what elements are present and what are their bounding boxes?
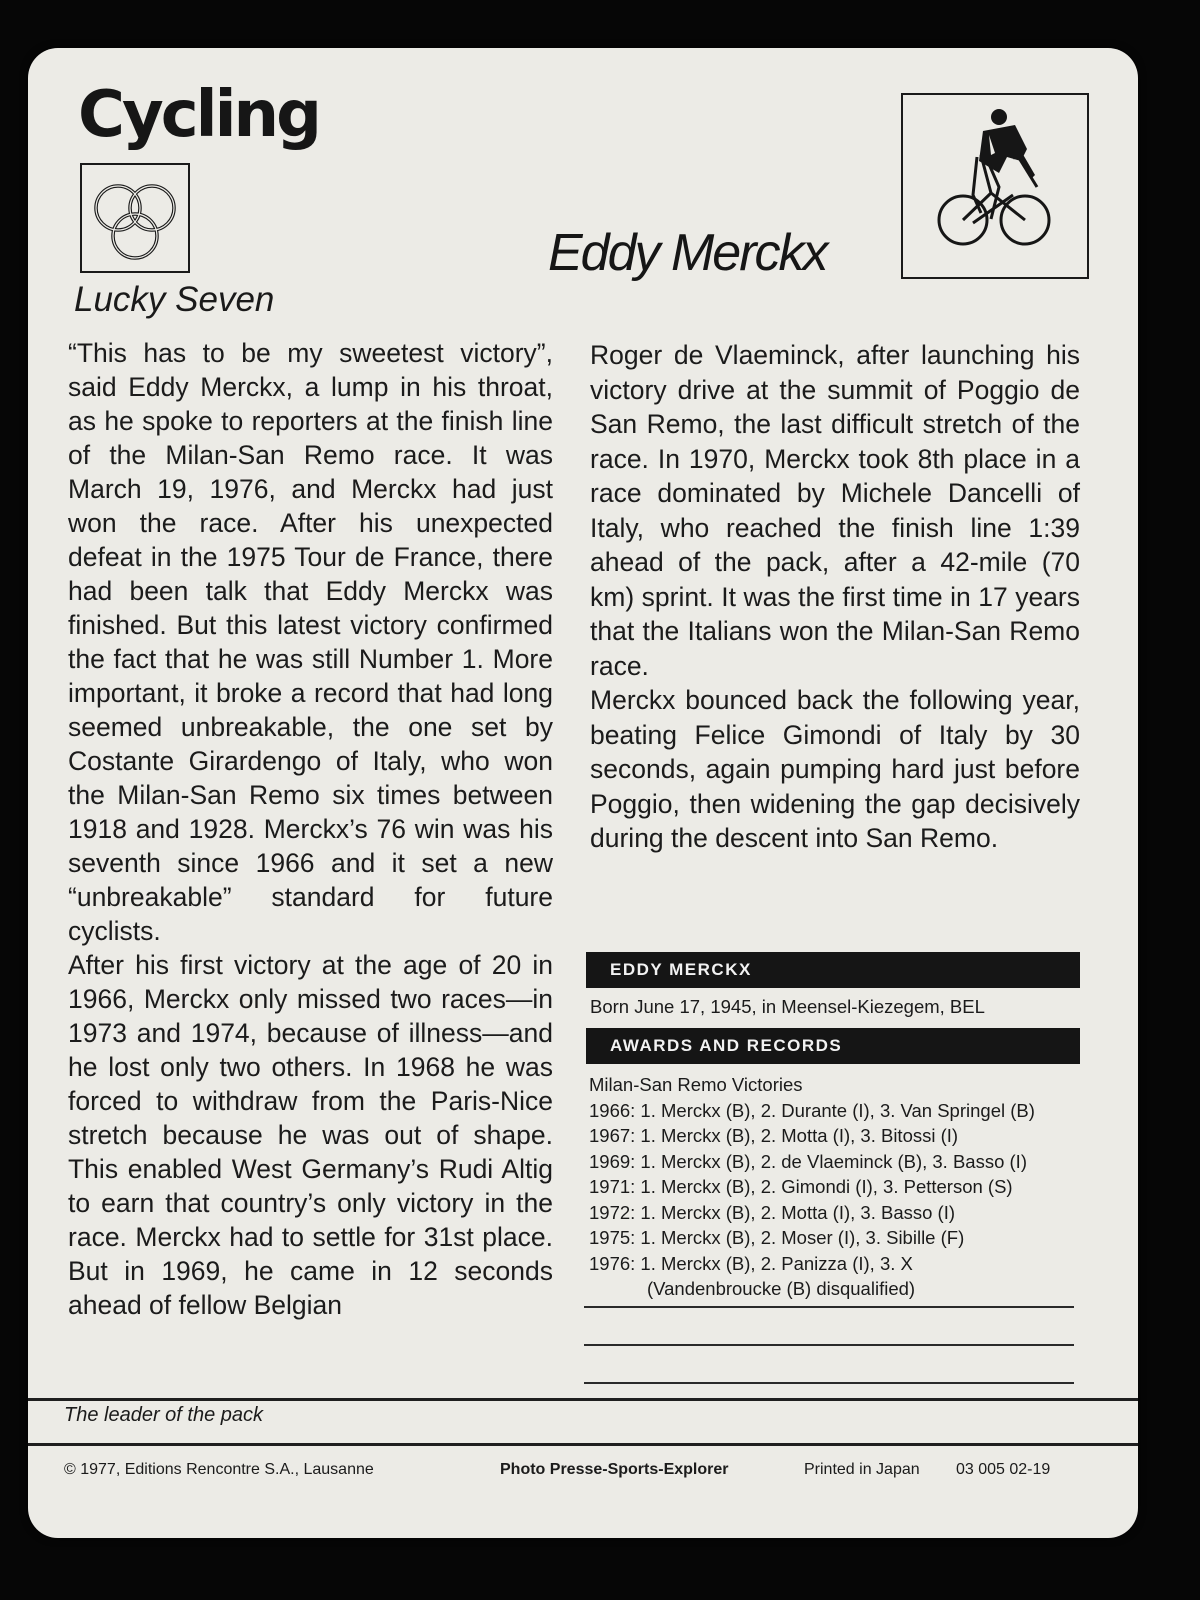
card-code: 03 005 02-19 [956, 1461, 1051, 1478]
photo-credit: Photo Presse-Sports-Explorer [500, 1461, 729, 1478]
sport-title: Cycling [78, 78, 319, 152]
sport-card [28, 48, 1138, 1538]
award-row: 1971: 1. Merckx (B), 2. Gimondi (I), 3. Petterson (S) [589, 1176, 1013, 1197]
athlete-name: Eddy Merckx [548, 224, 827, 282]
illustration-box [901, 93, 1089, 279]
award-row: 1972: 1. Merckx (B), 2. Motta (I), 3. Basso (I) [589, 1201, 955, 1223]
birth-info: Born June 17, 1945, in Meensel-Kiezegem, BEL [590, 996, 985, 1017]
blank-record-line [584, 1382, 1074, 1384]
photo-caption: The leader of the pack [64, 1404, 264, 1426]
awards-list [589, 1072, 1089, 1302]
award-note: (Vandenbroucke (B) disqualified) [647, 1278, 916, 1299]
sport-emblem-box [80, 163, 190, 273]
blank-record-line [584, 1344, 1074, 1346]
copyright: © 1977, Editions Rencontre S.A., Lausanne [64, 1461, 374, 1478]
award-row: 1976: 1. Merckx (B), 2. Panizza (I), 3. X [589, 1252, 913, 1274]
paragraph: “This has to be my sweetest victory”, said Eddy Merckx, a lump in his throat, as he spoke to reporters at the finish line of the Milan-San Remo race. It was March 19, 1976, and Merckx had just won the race. After his unexpected defeat in the 1975 Tour de France, there had been talk that Eddy Merckx was finished. But this latest victory confirmed the fact that he was still Number 1. More important, it broke a record that had long seemed unbreakable, the one set by Costante Girardengo of Italy, who won the Milan-San Remo six times between 1918 and 1928. Merckx’s 76 win was his seventh since 1966 and it set a new “unbreakable” standard for future cyclists. [68, 338, 553, 946]
article-column-right [590, 338, 1080, 856]
article-column-left [68, 336, 553, 1322]
paragraph: After his first victory at the age of 20 in 1966, Merckx only missed two races—in 1973 and 1974, because of illness—and he lost only two others. In 1968 he was forced to withdraw from the Paris-Nice stretch because he was out of shape. This enabled West Germany’s Rudi Altig to earn that country’s only victory in the race. Merckx had to settle for 31st place. But in 1969, he came in 12 seconds ahead of fellow Belgian [68, 950, 553, 1320]
blank-record-line [584, 1306, 1074, 1308]
cyclist-icon [903, 95, 1087, 277]
awards-heading: AWARDS AND RECORDS [586, 1028, 1080, 1064]
profile-heading: EDDY MERCKX [586, 952, 1080, 988]
award-row: 1975: 1. Merckx (B), 2. Moser (I), 3. Sibille (F) [589, 1227, 965, 1248]
interlocking-rings-icon [82, 165, 188, 271]
printed-in: Printed in Japan [804, 1461, 920, 1478]
paragraph: Roger de Vlaeminck, after launching his victory drive at the summit of Poggio de San Remo, the last difficult stretch of the race. In 1970, Merckx took 8th place in a race dominated by Michele Dancelli of Italy, who reached the finish line 1:39 ahead of the pack, after a 42-mile (70 km) sprint. It was the first time in 17 years that the Italians won the Milan-San Remo race. [590, 340, 1080, 681]
award-row: 1967: 1. Merckx (B), 2. Motta (I), 3. Bitossi (I) [589, 1125, 959, 1146]
paragraph: Merckx bounced back the following year, beating Felice Gimondi of Italy by 30 seconds, again pumping hard just before Poggio, then widening the gap decisively during the descent into San Remo. [590, 685, 1080, 853]
footer-divider [28, 1443, 1138, 1446]
article-subtitle: Lucky Seven [74, 280, 275, 319]
award-row: 1969: 1. Merckx (B), 2. de Vlaeminck (B), 3. Basso (I) [589, 1150, 1027, 1172]
footer-divider [28, 1398, 1138, 1401]
award-row: 1966: 1. Merckx (B), 2. Durante (I), 3. Van Springel (B) [589, 1099, 1035, 1121]
awards-subheading: Milan-San Remo Victories [589, 1074, 803, 1095]
